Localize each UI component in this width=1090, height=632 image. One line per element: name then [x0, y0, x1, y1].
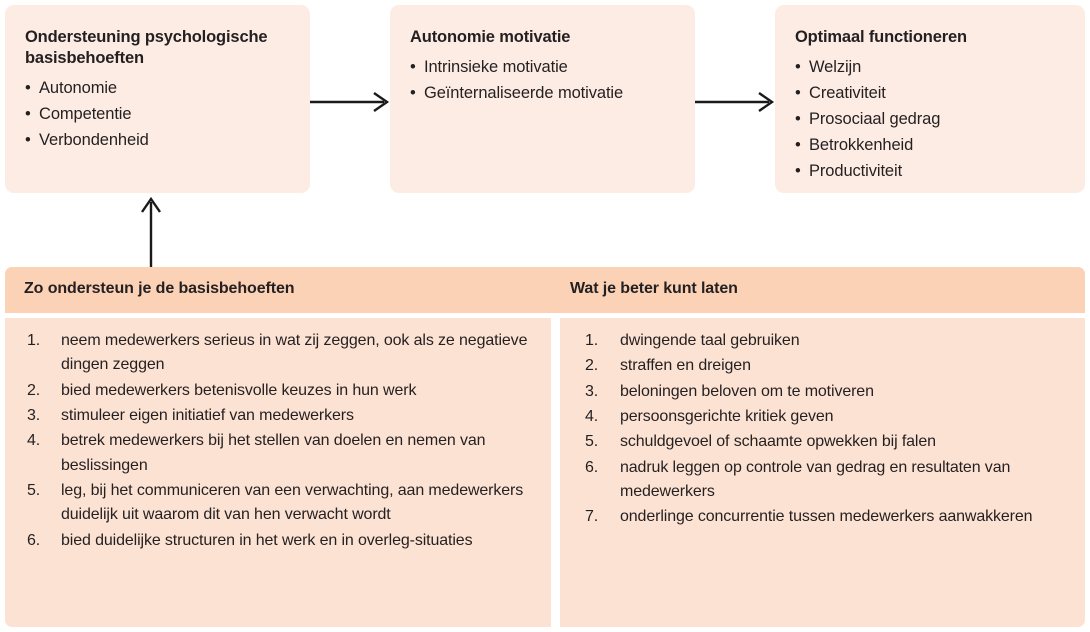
- list-item: [574, 430, 1071, 454]
- list-item-label: Prosociaal gedrag: [809, 110, 941, 129]
- column-body-avoid: [560, 318, 1085, 627]
- list-item: [795, 54, 1065, 80]
- list-item-label: Productiviteit: [809, 162, 903, 181]
- arrow-up-icon-practices-to-needs: [136, 196, 166, 270]
- bullet-icon: •: [410, 84, 416, 103]
- list-item: [795, 80, 1065, 106]
- list-item-number: 3.: [585, 382, 599, 400]
- list-item: [795, 106, 1065, 132]
- list-item-label: Geïnternaliseerde motivatie: [424, 84, 624, 103]
- list-item-label: Competentie: [39, 105, 132, 124]
- arrow-right-icon-needs-to-motivation: [308, 88, 394, 116]
- list-item-number: 5.: [585, 433, 599, 451]
- list-item-number: 6.: [27, 531, 41, 549]
- column-header-avoid: Wat je beter kunt laten: [570, 280, 738, 297]
- list-item: [19, 329, 537, 378]
- list-item: [574, 456, 1071, 505]
- list-item-label: dwingende taal gebruiken: [620, 332, 800, 349]
- list-item: [574, 505, 1071, 529]
- list-item-number: 2.: [585, 357, 599, 375]
- list-item-number: 3.: [27, 406, 41, 424]
- list-item: [19, 379, 537, 403]
- flow-box-basic-needs: [5, 5, 310, 193]
- bullet-icon: •: [25, 79, 31, 98]
- list-item-number: 4.: [585, 407, 599, 425]
- bullet-icon: •: [25, 105, 31, 124]
- flow-box-title: Optimaal functioneren: [795, 28, 967, 46]
- list-item-label: betrek medewerkers bij het stellen van doelen en nemen van beslissingen: [61, 432, 486, 474]
- list-item-label: Betrokkenheid: [809, 136, 914, 155]
- support-practices-list: [19, 329, 537, 553]
- flow-box-bullet-list: [25, 75, 290, 153]
- flow-box-bullet-list: [410, 54, 675, 106]
- bullet-icon: •: [795, 162, 801, 181]
- bullet-icon: •: [795, 58, 801, 77]
- list-item: [795, 132, 1065, 158]
- bullet-icon: •: [795, 110, 801, 129]
- list-item: [574, 354, 1071, 378]
- list-item: [19, 429, 537, 478]
- flow-box-title: Autonomie motivatie: [410, 28, 571, 46]
- list-item-number: 2.: [27, 381, 41, 399]
- list-item: [410, 80, 675, 106]
- list-item-label: Creativiteit: [809, 84, 886, 103]
- list-item-label: Autonomie: [39, 79, 117, 98]
- list-item: [574, 405, 1071, 429]
- practices-panel: [5, 267, 1085, 627]
- list-item-label: neem medewerkers serieus in wat zij zeggen, ook als ze negatieve dingen zeggen: [61, 332, 528, 374]
- list-item-number: 1.: [585, 332, 599, 349]
- list-item-label: Intrinsieke motivatie: [424, 58, 568, 77]
- flow-box-bullet-list: [795, 54, 1065, 184]
- list-item: [25, 127, 290, 153]
- list-item-number: 7.: [585, 508, 599, 526]
- bullet-icon: •: [25, 131, 31, 150]
- practices-panel-header: [5, 267, 1085, 313]
- list-item-label: bied medewerkers betenisvolle keuzes in hun werk: [61, 381, 417, 399]
- list-item: [574, 329, 1071, 353]
- avoid-practices-list: [574, 329, 1071, 530]
- list-item-number: 1.: [27, 332, 41, 349]
- list-item: [19, 479, 537, 528]
- list-item: [25, 75, 290, 101]
- bullet-icon: •: [410, 58, 416, 77]
- list-item-label: straffen en dreigen: [620, 357, 751, 375]
- list-item-label: bied duidelijke structuren in het werk en in overleg-situaties: [61, 531, 473, 549]
- list-item-label: schuldgevoel of schaamte opwekken bij falen: [620, 433, 936, 451]
- bullet-icon: •: [795, 84, 801, 103]
- list-item-label: stimuleer eigen initiatief van medewerkers: [61, 406, 354, 424]
- list-item-label: persoonsgerichte kritiek geven: [620, 407, 834, 425]
- flow-box-title: Ondersteuning psychologische basisbehoeften: [25, 28, 268, 68]
- flow-box-autonomous-motivation: [390, 5, 695, 193]
- flow-box-optimal-functioning: [775, 5, 1085, 193]
- column-body-support: [5, 318, 551, 627]
- list-item: [410, 54, 675, 80]
- bullet-icon: •: [795, 136, 801, 155]
- column-header-support: Zo ondersteun je de basisbehoeften: [24, 280, 295, 297]
- list-item: [19, 529, 537, 553]
- list-item-label: leg, bij het communiceren van een verwachting, aan medewerkers duidelijk uit waarom dit van hen verwacht wordt: [61, 481, 524, 524]
- list-item-number: 5.: [27, 481, 41, 499]
- list-item-label: Verbondenheid: [39, 131, 149, 150]
- arrow-right-icon-motivation-to-optimal: [693, 88, 779, 116]
- list-item-label: Welzijn: [809, 58, 862, 77]
- list-item-label: onderlinge concurrentie tussen medewerkers aanwakkeren: [620, 508, 1033, 526]
- list-item: [25, 101, 290, 127]
- list-item-label: nadruk leggen op controle van gedrag en resultaten van medewerkers: [620, 458, 1011, 500]
- list-item: [574, 380, 1071, 404]
- list-item: [795, 158, 1065, 184]
- list-item-label: beloningen beloven om te motiveren: [620, 382, 874, 400]
- list-item-number: 6.: [585, 458, 599, 476]
- list-item-number: 4.: [27, 432, 41, 450]
- list-item: [19, 404, 537, 428]
